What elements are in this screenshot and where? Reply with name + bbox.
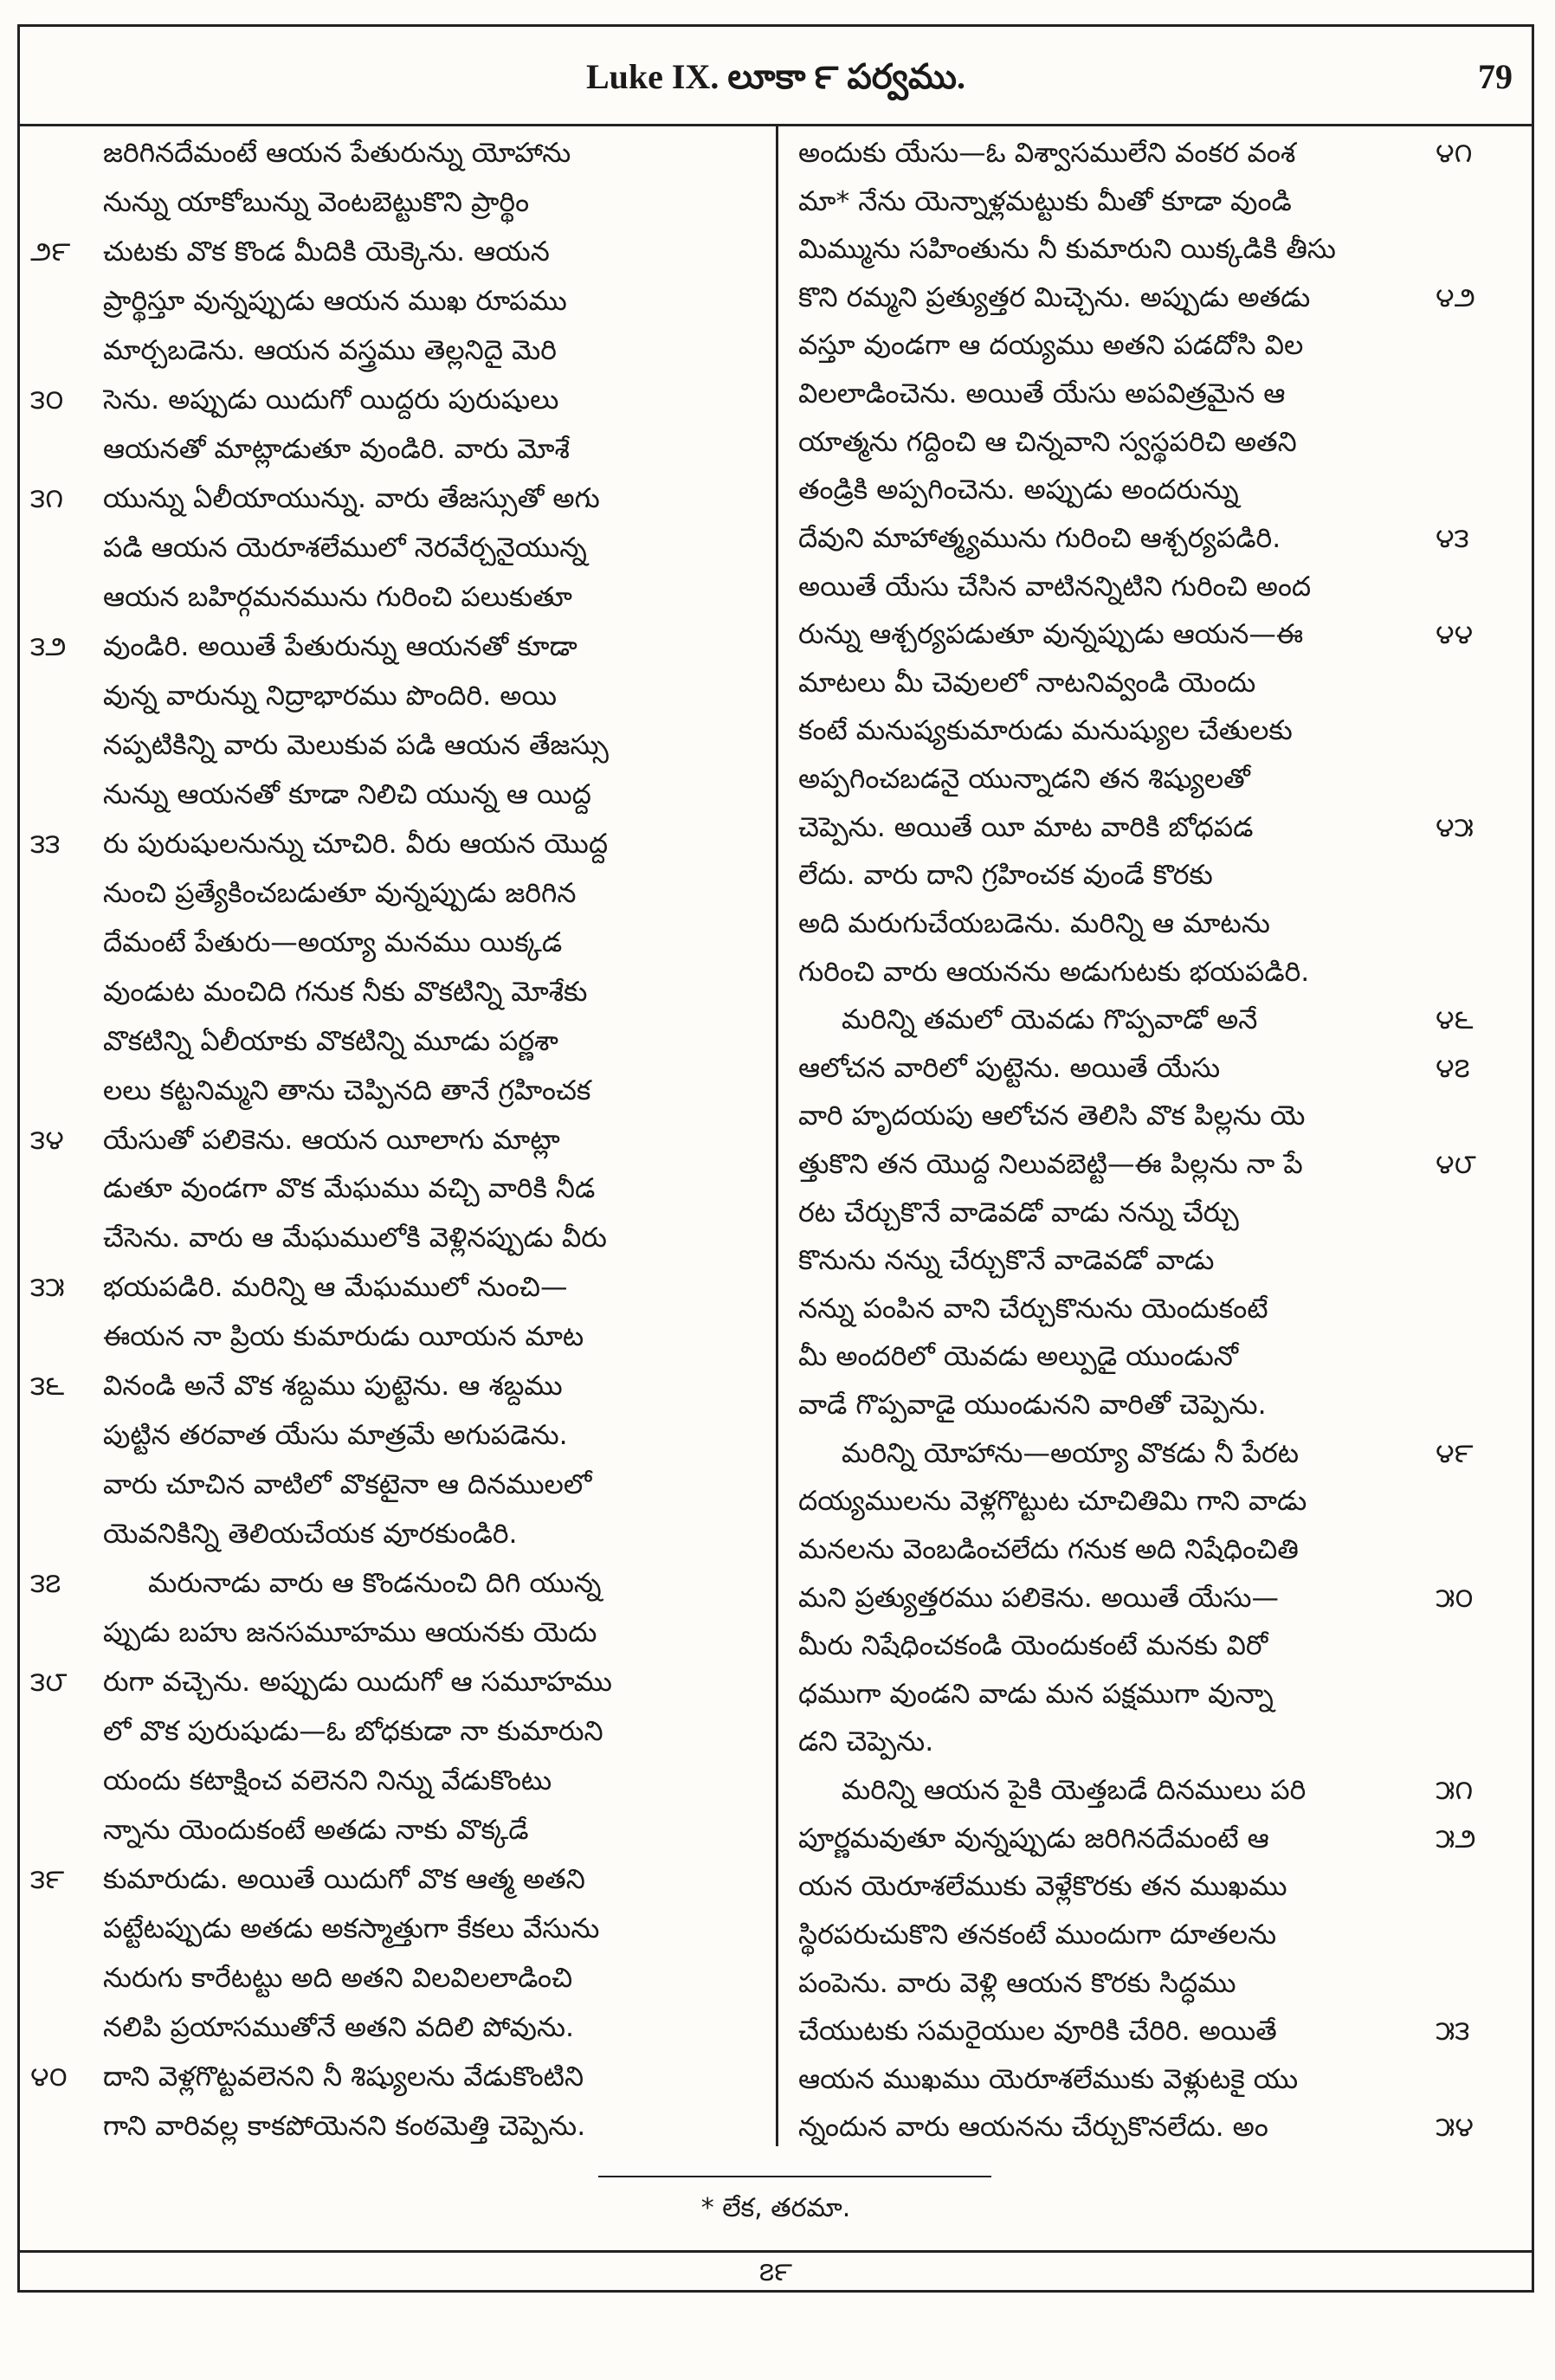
page-number: 79 (1478, 57, 1513, 96)
text-line: మరునాడు వారు ఆ కొండనుంచి దిగి యున్న (148, 1568, 602, 1600)
text-line: చుటకు వొక కొండ మీదికి యెక్కెను. ఆయన (103, 235, 550, 268)
text-line: వారు చూచిన వాటిలో వొకటైనా ఆ దినములలో (103, 1469, 592, 1501)
verse-number: ౫౨ (1436, 1822, 1476, 1854)
text-line: సెను. అప్పుడు యిదుగో యిద్దరు పురుషులు (103, 384, 559, 416)
text-line: చెప్పెను. అయితే యీ మాట వారికి బోధపడ (798, 811, 1254, 843)
text-line: మరిన్ని తమలో యెవడు గొప్పవాడో అనే (842, 1004, 1258, 1036)
text-line: దేవుని మాహాత్మ్యమును గురించి ఆశ్చర్యపడిరి. (798, 522, 1281, 554)
signature-mark: ౭౯ (758, 2257, 793, 2287)
text-line: ఆయన ముఖము యెరూశలేముకు వెళ్లుటకై యు (798, 2063, 1299, 2095)
text-line: జరిగినదేమంటే ఆయన పేతురున్ను యోహాను (103, 138, 571, 169)
text-line: చేసెను. వారు ఆ మేఘములోకి వెళ్లినప్పుడు వీరు (103, 1222, 607, 1254)
verse-number: ౫౪ (1436, 2112, 1474, 2144)
text-line: కుమారుడు. అయితే యిదుగో వొక ఆత్మ అతని (103, 1864, 585, 1896)
text-line: తండ్రికి అప్పగించెను. అప్పుడు అందరున్ను (798, 474, 1239, 506)
text-line: పడి ఆయన యెరూశలేములో నెరవేర్చనైయున్న (103, 532, 587, 564)
text-line: గురించి వారు ఆయనను అడుగుటకు భయపడిరి. (798, 956, 1310, 988)
text-line: డుతూ వుండగా వొక మేఘము వచ్చి వారికి నీడ (103, 1173, 596, 1205)
text-line: పుట్టిన తరవాత యేసు మాత్రమే అగుపడెను. (103, 1420, 568, 1452)
text-line: దేమంటే పేతురు—అయ్యా మనము యిక్కడ (103, 926, 563, 958)
text-line: మనలను వెంబడించలేదు గనుక అది నిషేధించితి (798, 1533, 1299, 1565)
page (17, 24, 1534, 2293)
text-line: రున్ను ఆశ్చర్యపడుతూ వున్నప్పుడు ఆయన—ఈ (798, 619, 1304, 651)
text-line: మార్చబడెను. ఆయన వస్త్రము తెల్లనిదై మెరి (103, 334, 557, 366)
verse-number: ౩౮ (30, 1667, 68, 1699)
text-line: అందుకు యేసు—ఓ విశ్వాసములేని వంకర వంశ (798, 138, 1296, 169)
text-line: ప్పుడు బహు జనసమూహము ఆయనకు యెదు (103, 1617, 597, 1649)
text-line: మిమ్మును సహింతును నీ కుమారుని యిక్కడికి తీసు (798, 234, 1336, 266)
text-line: ధముగా వుండని వాడు మన పక్షముగా వున్నా (798, 1678, 1274, 1710)
left-column (20, 124, 778, 2146)
text-line: న్నాను యెందుకంటే అతడు నాకు వొక్కడే (103, 1815, 529, 1847)
verse-number: ౩౨ (30, 630, 67, 662)
text-line: త్తుకొని తన యొద్ద నిలువబెట్టి—ఈ పిల్లను నా పే (798, 1149, 1303, 1180)
text-line: మా* నేను యెన్నాళ్లమట్టుకు మీతో కూడా వుండి (798, 185, 1292, 217)
text-line: యేసుతో పలికెను. ఆయన యీలాగు మాట్లా (103, 1124, 560, 1156)
text-line: మరిన్ని ఆయన పైకి యెత్తబడే దినములు పరి (842, 1775, 1307, 1807)
text-line: కొనును నన్ను చేర్చుకొనే వాడెవడో వాడు (798, 1245, 1215, 1277)
text-line: లో వొక పురుషుడు—ఓ బోధకుడా నా కుమారుని (103, 1716, 603, 1748)
text-line: గాని వారివల్ల కాకపోయెనని కంఠమెత్తి చెప్పెను. (103, 2111, 586, 2143)
verse-number: ౩౯ (30, 1864, 65, 1896)
text-line: లలు కట్టనిమ్మని తాను చెప్పినది తానే గ్రహించక (103, 1074, 591, 1106)
verse-number: ౪౭ (1436, 1052, 1470, 1084)
text-line: వున్న వారున్ను నిద్రాభారము పొందిరి. అయి (103, 680, 557, 712)
text-line: వినండి అనే వొక శబ్దము పుట్టెను. ఆ శబ్దము (103, 1371, 563, 1403)
text-line: రట చేర్చుకొనే వాడెవడో వాడు నన్ను చేర్చు (798, 1196, 1239, 1229)
text-line: నప్పటికిన్ని వారు మెలుకువ పడి ఆయన తేజస్సు (103, 729, 609, 761)
text-line: న్నందున వారు ఆయనను చేర్చుకొనలేదు. అం (798, 2112, 1268, 2144)
text-line: దయ్యములను వెళ్లగొట్టుట చూచితిమి గాని వాడు (798, 1486, 1307, 1518)
text-line: యెవనికిన్ని తెలియచేయక వూరకుండిరి. (103, 1519, 518, 1551)
text-line: నున్ను ఆయనతో కూడా నిలిచి యున్న ఆ యిద్ద (103, 778, 591, 810)
verse-number: ౩౫ (30, 1272, 65, 1304)
text-line: వుండుట మంచిది గనుక నీకు వొకటిన్ని మోశేకు (103, 976, 588, 1008)
text-line: మీ అందరిలో యెవడు అల్పుడై యుండునో (798, 1341, 1239, 1373)
text-line: కొని రమ్మని ప్రత్యుత్తర మిచ్చెను. అప్పుడు అతడు (798, 281, 1311, 313)
text-line: వస్తూ వుండగా ఆ దయ్యము అతని పడదోసి విల (798, 330, 1304, 362)
verse-number: ౫౦ (1436, 1582, 1474, 1614)
text-line: ఆయన బహిర్గమనమును గురించి పలుకుతూ (103, 581, 572, 613)
bottom-border (20, 2250, 1532, 2253)
verse-number: ౪౨ (1436, 281, 1475, 313)
text-line: అయితే యేసు చేసిన వాటినన్నిటిని గురించి అంద (798, 571, 1312, 603)
text-line: రు పురుషులనున్ను చూచిరి. వీరు ఆయన యొద్ద (103, 828, 609, 860)
text-line: కంటే మనుష్యకుమారుడు మనుష్యుల చేతులకు (798, 715, 1293, 747)
page-header (20, 27, 1532, 126)
text-line: అప్పగించబడనై యున్నాడని తన శిష్యులతో (798, 764, 1250, 796)
verse-number: ౪౩ (1436, 522, 1469, 554)
text-line: అది మరుగుచేయబడెను. మరిన్ని ఆ మాటను (798, 907, 1270, 939)
text-line: పంపెను. వారు వెళ్లి ఆయన కొరకు సిద్ధము (798, 1967, 1236, 1999)
text-line: వాడే గొప్పవాడై యుండునని వారితో చెప్పెను. (798, 1390, 1267, 1422)
footnote: * లేక, తరమా. (700, 2193, 851, 2223)
verse-number: ౩౬ (30, 1371, 65, 1403)
text-line: దాని వెళ్లగొట్టవలెనని నీ శిష్యులను వేడుకొంటిని (103, 2061, 584, 2093)
text-line: రుగా వచ్చెను. అప్పుడు యిదుగో ఆ సమూహము (103, 1667, 612, 1699)
text-line: వొకటిన్ని ఏలీయాకు వొకటిన్ని మూడు పర్ణశా (103, 1025, 558, 1057)
verse-number: ౩౪ (30, 1124, 64, 1156)
text-line: యాత్మను గద్దించి ఆ చిన్నవాని స్వస్థపరిచి అతని (798, 426, 1297, 458)
verse-number: ౪౪ (1436, 619, 1474, 651)
text-line: మీరు నిషేధించకండి యెందుకంటే మనకు విరో (798, 1630, 1268, 1662)
text-line: మాటలు మీ చెవులలో నాటనివ్వండి యెందు (798, 667, 1256, 699)
verse-number: ౩౧ (30, 482, 64, 514)
verse-number: ౪౯ (1436, 1437, 1474, 1469)
text-line: నురుగు కారేటట్టు అది అతని విలవిలలాడించి (103, 1963, 573, 1995)
text-line: యందు కటాక్షించ వలెనని నిన్ను వేడుకొంటు (103, 1765, 552, 1797)
verse-number: ౩౭ (30, 1568, 61, 1600)
right-column (781, 124, 1534, 2146)
verse-number: ౪౧ (1436, 138, 1473, 169)
text-line: మని ప్రత్యుత్తరము పలికెను. అయితే యేసు— (798, 1582, 1279, 1614)
text-line: పట్టేటప్పుడు అతడు అకస్మాత్తుగా కేకలు వేసును (103, 1913, 600, 1945)
verse-number: ౪౦ (30, 2061, 68, 2093)
text-line: వారి హృదయపు ఆలోచన తెలిసి వొక పిల్లను యె (798, 1100, 1306, 1132)
text-line: డని చెప్పెను. (798, 1726, 934, 1758)
text-line: మరిన్ని యోహాను—అయ్యా వొకడు నీ పేరట (842, 1437, 1300, 1469)
verse-number: ౩౩ (30, 828, 61, 860)
text-line: ఆలోచన వారిలో పుట్టెను. అయితే యేసు (798, 1052, 1221, 1084)
text-line: పూర్ణమవుతూ వున్నప్పుడు జరిగినదేమంటే ఆ (798, 1822, 1269, 1854)
verse-number: ౩౦ (30, 384, 64, 416)
text-line: చేయుటకు సమరైయుల వూరికి చేరిరి. అయితే (798, 2016, 1277, 2048)
text-line: యున్ను ఏలీయాయున్ను. వారు తేజస్సుతో అగు (103, 482, 600, 514)
text-line: నలిపి ప్రయాసముతోనే అతని వదిలి పోవును. (103, 2012, 574, 2044)
text-line: ఈయన నా ప్రియ కుమారుడు యీయన మాట (103, 1321, 584, 1353)
text-line: వుండిరి. అయితే పేతురున్ను ఆయనతో కూడా (103, 630, 577, 662)
text-line: నుంచి ప్రత్యేకించబడుతూ వున్నప్పుడు జరిగిన (103, 877, 577, 909)
footnote-rule (598, 2176, 991, 2177)
running-title: Luke IX. లూకా ౯ పర్వము. (586, 57, 965, 96)
verse-number: ౫౧ (1436, 1775, 1474, 1807)
verse-number: ౪౬ (1436, 1004, 1474, 1036)
text-line: లేదు. వారు దాని గ్రహించక వుండే కొరకు (798, 860, 1213, 892)
text-line: నన్ను పంపిన వాని చేర్చుకొనును యెందుకంటే (798, 1293, 1268, 1325)
text-line: యన యెరూశలేముకు వెళ్లేకొరకు తన ముఖము (798, 1871, 1287, 1903)
verse-number: ౫౩ (1436, 2016, 1470, 2048)
verse-number: ౪౮ (1436, 1149, 1476, 1180)
text-line: స్థిరపరుచుకొని తనకంటే ముందుగా దూతలను (798, 1919, 1277, 1951)
text-line: నున్ను యాకోబున్ను వెంటబెట్టుకొని ప్రార్థిం (103, 186, 530, 218)
verse-number: ౪౫ (1436, 811, 1474, 843)
text-line: ఆయనతో మాట్లాడుతూ వుండిరి. వారు మోశే (103, 433, 570, 465)
text-line: భయపడిరి. మరిన్ని ఆ మేఘములో నుంచి— (103, 1272, 568, 1304)
text-line: ప్రార్థిస్తూ వున్నప్పుడు ఆయన ముఖ రూపము (103, 285, 567, 317)
verse-number: ౨౯ (30, 235, 71, 268)
text-line: విలలాడించెను. అయితే యేసు అపవిత్రమైన ఆ (798, 378, 1286, 410)
